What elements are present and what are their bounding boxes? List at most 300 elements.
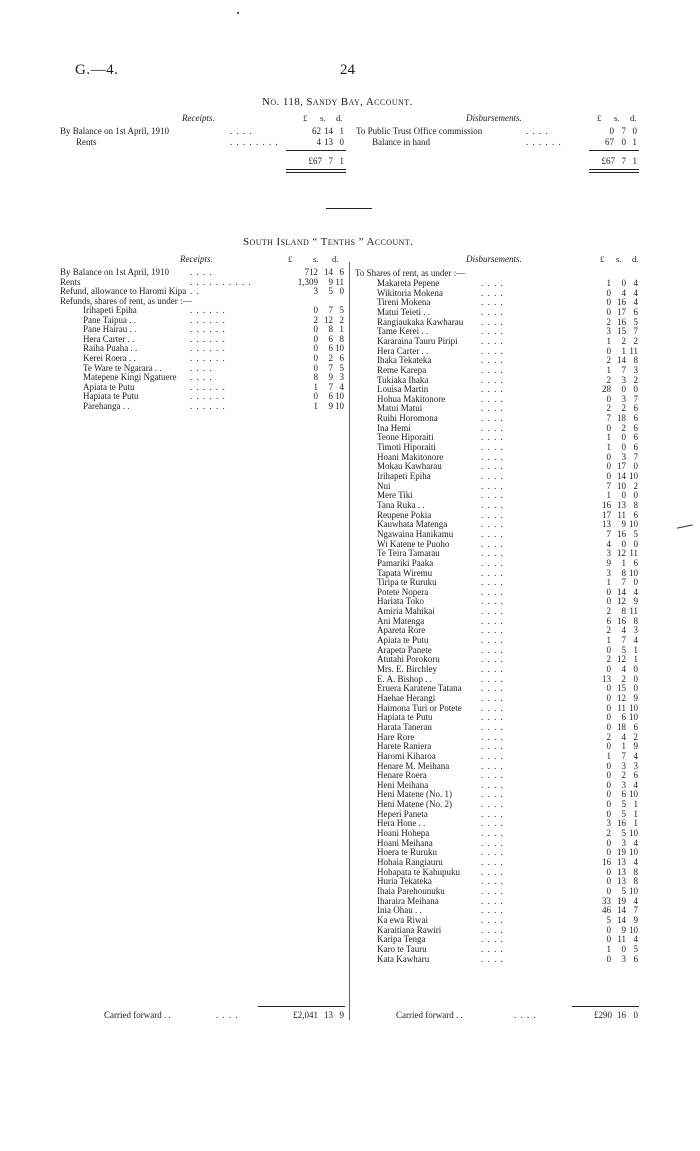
south-island-receipt-row-dots: . . . . . . . . . . bbox=[190, 276, 252, 287]
south-island-receipt-row-pence: 5 bbox=[339, 362, 344, 373]
south-island-disbursement-row-dots: . . . . bbox=[481, 702, 504, 713]
south-island-disbursement-row-pence: 3 bbox=[633, 364, 638, 375]
south-island-disbursement-row-shillings: 6 bbox=[621, 789, 626, 800]
sandy-bay-receipt-row-pence: 1 bbox=[339, 126, 344, 136]
south-island-disbursement-row-dots: . . . . bbox=[481, 741, 504, 752]
south-island-disbursement-row-dots: . . . . bbox=[481, 413, 504, 424]
south-island-receipt-row-dots: . . . . . . bbox=[190, 324, 226, 335]
south-island-disbursement-row-shillings: 0 bbox=[621, 278, 626, 288]
sandy-bay-disbursement-row-pence: 0 bbox=[632, 126, 637, 136]
south-island-receipt-row-shillings: 7 bbox=[328, 362, 333, 373]
south-island-receipt-row-shillings: 5 bbox=[328, 286, 333, 297]
south-island-disbursement-row-shillings: 11 bbox=[617, 702, 626, 713]
sandy-bay-receipt-row-dots: . . . . . . . . bbox=[230, 137, 279, 147]
sandy-bay-disb-double-rule-a bbox=[589, 169, 639, 170]
disb-carried-pounds: £290 bbox=[594, 1010, 612, 1020]
south-island-receipt-row-pence: 6 bbox=[339, 267, 344, 277]
south-island-disbursement-row-dots: . . . . bbox=[481, 731, 504, 742]
south-island-receipt-row-pounds: 0 bbox=[313, 333, 318, 344]
south-island-receipt-row-dots: . . . . . . bbox=[190, 343, 226, 354]
south-island-disbursement-row-shillings: 12 bbox=[617, 692, 626, 703]
sandy-bay-disb-total-pounds: £67 bbox=[601, 156, 615, 166]
south-island-disbursement-row-dots: . . . . bbox=[481, 528, 504, 539]
south-island-disbursement-row-label: Ihaia Parehounuku bbox=[377, 885, 445, 896]
south-island-disbursement-row-pence: 6 bbox=[633, 953, 638, 964]
sandy-bay-receipt-row-pounds: 62 bbox=[312, 126, 321, 136]
south-island-disbursement-row-dots: . . . . bbox=[481, 635, 504, 646]
south-island-disbursement-row-dots: . . . . bbox=[481, 837, 504, 848]
south-island-disbursement-row-label: Hoera te Ruruku bbox=[377, 847, 437, 858]
south-island-disbursement-row-pounds: 0 bbox=[606, 702, 611, 713]
south-island-disbursement-row-label: Irihapeti Epiha bbox=[377, 471, 431, 481]
south-island-disbursement-row-shillings: 17 bbox=[617, 461, 626, 472]
south-island-disbursement-row-label: Hapiata te Putu bbox=[377, 712, 433, 723]
south-island-disbursement-row-pence: 3 bbox=[633, 625, 638, 636]
south-island-disbursement-row-pence: 4 bbox=[633, 750, 638, 761]
south-island-receipt-row-label: Rents bbox=[60, 276, 81, 287]
south-island-disbursement-row-pence: 6 bbox=[633, 557, 638, 568]
south-island-disbursement-row-dots: . . . . bbox=[481, 692, 504, 703]
south-island-receipt-row-label: Raiha Puaha . . bbox=[83, 343, 138, 354]
south-island-disbursement-row-pence: 4 bbox=[633, 635, 638, 646]
south-island-disbursement-row-label: Wi Katene te Puoho bbox=[377, 538, 450, 549]
south-island-disbursement-row-pence: 6 bbox=[633, 306, 638, 317]
south-island-receipt-row-label: Kerei Roera . . bbox=[83, 352, 136, 363]
south-island-disbursement-row-pounds: 0 bbox=[606, 885, 611, 896]
south-island-disbursement-row-label: Ruihi Horomona bbox=[377, 413, 438, 424]
south-island-disbursement-row-label: Teone Hiporaiti bbox=[377, 432, 434, 443]
south-island-disbursement-row-pounds: 1 bbox=[606, 442, 611, 453]
sandy-bay-receipt-row bbox=[60, 137, 346, 148]
south-island-disbursement-row-shillings: 7 bbox=[621, 750, 626, 761]
south-island-disbursement-row-pounds: 33 bbox=[602, 895, 611, 906]
sandy-bay-disb-total-shillings: 7 bbox=[621, 156, 626, 166]
south-island-disbursement-row-pounds: 9 bbox=[606, 557, 611, 568]
south-island-receipt-row-shillings: 6 bbox=[328, 391, 333, 402]
sandy-bay-disb-double-rule-b bbox=[589, 172, 639, 173]
south-island-disbursement-row-label: Iharaira Meihana bbox=[377, 895, 439, 906]
south-island-disbursement-row-pounds: 3 bbox=[606, 818, 611, 829]
south-island-receipt-row-label: Te Ware te Ngarara . . bbox=[83, 362, 162, 373]
south-island-disbursement-row-shillings: 0 bbox=[621, 442, 626, 453]
south-island-disbursement-row-dots: . . . . bbox=[481, 557, 504, 568]
south-island-disbursement-row-dots: . . . . bbox=[481, 750, 504, 761]
sandy-bay-receipts-total-shillings: 7 bbox=[328, 156, 333, 166]
sandy-bay-receipt-row-shillings: 14 bbox=[324, 126, 333, 136]
south-island-disbursement-row-pounds: 1 bbox=[606, 278, 611, 288]
south-island-disb-pence-head: d. bbox=[632, 254, 639, 264]
south-island-disbursement-row-dots: . . . . bbox=[481, 471, 504, 481]
south-island-receipt-row-pounds: 1,309 bbox=[297, 276, 318, 287]
south-island-receipt-row-shillings: 14 bbox=[324, 267, 333, 277]
disb-carried-rule bbox=[572, 1006, 639, 1007]
south-island-disbursement-row-dots: . . . . bbox=[481, 499, 504, 510]
south-island-disbursement-row-dots: . . . . bbox=[481, 596, 504, 607]
south-island-disbursement-row-pence: 10 bbox=[629, 519, 638, 530]
south-island-disbursement-row-dots: . . . . bbox=[481, 306, 504, 317]
south-island-disbursement-row-label: Reme Karepa bbox=[377, 364, 427, 375]
south-island-receipt-row-pence: 5 bbox=[339, 305, 344, 316]
south-island-disbursement-row-pounds: 0 bbox=[606, 596, 611, 607]
south-island-receipt-row-label: Parehanga . . bbox=[83, 400, 130, 411]
south-island-disb-shillings-head: s. bbox=[616, 254, 622, 264]
south-island-disbursement-row-pence: 4 bbox=[633, 837, 638, 848]
south-island-disbursement-row-shillings: 16 bbox=[617, 316, 626, 327]
south-island-receipt-row-shillings: 9 bbox=[328, 400, 333, 411]
south-island-disbursement-row-dots: . . . . bbox=[481, 432, 504, 443]
sandy-bay-receipt-row bbox=[60, 126, 346, 137]
south-island-title: South Island “ Tenths ” Account. bbox=[243, 236, 414, 248]
south-island-disbursement-row-dots: . . . . bbox=[481, 384, 504, 395]
south-island-disbursement-row-pounds: 2 bbox=[606, 606, 611, 617]
south-island-disbursement-row-shillings: 4 bbox=[621, 287, 626, 298]
south-island-receipt-row-pounds: 1 bbox=[313, 381, 318, 392]
south-island-disbursement-row-dots: . . . . bbox=[481, 808, 504, 819]
south-island-disbursement-row-pence: 9 bbox=[633, 596, 638, 607]
south-island-disbursement-row-shillings: 6 bbox=[621, 712, 626, 723]
south-island-disbursement-row-dots: . . . . bbox=[481, 509, 504, 520]
south-island-receipt-row-pence: 4 bbox=[339, 381, 344, 392]
south-island-disbursement-row-pounds: 3 bbox=[606, 567, 611, 578]
sandy-bay-receipt-row-pounds: 4 bbox=[316, 137, 321, 147]
south-island-disbursement-row-pence: 6 bbox=[633, 721, 638, 732]
south-island-disbursement-row-pence: 0 bbox=[633, 384, 638, 395]
receipts-carried-forward bbox=[104, 1010, 345, 1021]
south-island-disbursement-row-label: Tana Ruka . . bbox=[377, 499, 425, 510]
south-island-disbursement-row-pence: 10 bbox=[629, 567, 638, 578]
south-island-disbursement-row-label: Ina Hemi bbox=[377, 422, 411, 433]
south-island-disbursement-row-pounds: 0 bbox=[606, 297, 611, 308]
sandy-bay-receipt-row-dots: . . . . bbox=[230, 126, 253, 136]
south-island-disbursement-row-label: Hare Rore bbox=[377, 731, 415, 742]
sandy-bay-disbursement-row-dots: . . . . bbox=[526, 126, 549, 136]
south-island-disbursement-row-label: Amiria Mahikai bbox=[377, 606, 435, 617]
south-island-disbursement-row-pounds: 16 bbox=[602, 857, 611, 867]
south-island-receipt-row-pence: 10 bbox=[335, 391, 344, 402]
disb-carried-shillings: 16 bbox=[617, 1010, 626, 1020]
south-island-receipt-row-shillings: 12 bbox=[324, 314, 333, 325]
south-island-disbursement-row-label: Tapata Wiremu bbox=[377, 567, 433, 578]
south-island-disbursement-row-pence: 7 bbox=[633, 326, 638, 337]
south-island-disbursement-row-pounds: 1 bbox=[606, 635, 611, 646]
south-island-disbursement-row-pounds: 0 bbox=[606, 393, 611, 404]
disb-carried-pence: 0 bbox=[633, 1010, 638, 1020]
sandy-bay-receipt-row-label: By Balance on 1st April, 1910 bbox=[60, 126, 169, 136]
south-island-receipt-row-label: Refund, allowance to Haromi Kipa bbox=[60, 286, 187, 297]
south-island-disbursement-row-dots: . . . . bbox=[481, 374, 504, 385]
south-island-disbursement-row-label: Mrs. E. Birchley bbox=[377, 664, 437, 674]
south-island-disbursement-row-pounds: 7 bbox=[606, 480, 611, 491]
south-island-disbursement-row-pounds: 0 bbox=[606, 451, 611, 462]
south-island-disbursement-row-shillings: 2 bbox=[621, 403, 626, 414]
south-island-receipt-row-label: Apiata te Putu bbox=[83, 381, 135, 392]
south-island-disbursement-row-pounds: 1 bbox=[606, 750, 611, 761]
south-island-disbursement-row-shillings: 4 bbox=[621, 664, 626, 674]
south-island-receipt-row-pence: 0 bbox=[339, 286, 344, 297]
south-island-disbursement-row-pounds: 0 bbox=[606, 422, 611, 433]
south-island-disbursement-row-shillings: 15 bbox=[617, 683, 626, 694]
south-island-disbursement-row-pence: 6 bbox=[633, 403, 638, 414]
south-island-disbursement-row-label: Hohaia Rangiauru bbox=[377, 857, 443, 867]
south-island-disbursement-row-pence: 10 bbox=[629, 471, 638, 481]
south-island-disbursement-row-dots: . . . . bbox=[481, 615, 504, 626]
south-island-disbursement-row-pounds: 0 bbox=[606, 586, 611, 597]
south-island-disbursement-row-pence: 4 bbox=[633, 278, 638, 288]
south-island-receipt-row-pence: 3 bbox=[339, 372, 344, 383]
south-island-disbursement-row-dots: . . . . bbox=[481, 818, 504, 829]
south-island-receipts-pence-head: d. bbox=[332, 254, 339, 264]
south-island-disbursement-row-dots: . . . . bbox=[481, 577, 504, 588]
south-island-disbursement-row-shillings: 0 bbox=[621, 432, 626, 443]
south-island-disbursement-row-shillings: 2 bbox=[621, 422, 626, 433]
south-island-disbursement-row-label: Atutahi Porokoru bbox=[377, 654, 440, 665]
south-island-disbursement-row-label: Hohapata te Kahupuku bbox=[377, 866, 460, 877]
south-island-disbursement-row-dots: . . . . bbox=[481, 857, 504, 867]
south-island-receipt-row-pence: 11 bbox=[335, 276, 344, 287]
south-island-disbursement-row-shillings: 9 bbox=[621, 924, 626, 935]
south-island-disbursement-row-label: Ani Matenga bbox=[377, 615, 425, 626]
south-island-disbursement-row-shillings: 14 bbox=[617, 905, 626, 916]
south-island-disbursement-row-shillings: 13 bbox=[617, 876, 626, 887]
page-number: 24 bbox=[340, 62, 355, 78]
south-island-disbursement-row-pence: 11 bbox=[629, 345, 638, 356]
south-island-disbursements-heading: Disbursements. bbox=[466, 254, 522, 264]
south-island-disbursement-row-label: Harete Raniera bbox=[377, 741, 432, 752]
south-island-disbursement-row-dots: . . . . bbox=[481, 664, 504, 674]
south-island-receipt-row-pounds: 0 bbox=[313, 305, 318, 316]
south-island-disbursement-row-pounds: 0 bbox=[606, 924, 611, 935]
south-island-disbursement-row-dots: . . . . bbox=[481, 335, 504, 346]
south-island-receipt-row-pence: 2 bbox=[339, 314, 344, 325]
south-island-disbursement-row-dots: . . . . bbox=[481, 779, 504, 790]
south-island-receipt-row-pence: 10 bbox=[335, 343, 344, 354]
south-island-receipt-row-pence: 10 bbox=[335, 400, 344, 411]
south-island-disbursement-row-shillings: 15 bbox=[617, 326, 626, 337]
south-island-disbursement-row-pence: 10 bbox=[629, 885, 638, 896]
south-island-disbursement-row-pence: 6 bbox=[633, 413, 638, 424]
south-island-disbursement-row-shillings: 8 bbox=[621, 606, 626, 617]
south-island-disbursement-row-label: Eruera Karatene Tatana bbox=[377, 683, 462, 694]
south-island-disbursement-row-pounds: 0 bbox=[606, 837, 611, 848]
south-island-receipt-row-pounds: 8 bbox=[313, 372, 318, 383]
south-island-disbursement-row-shillings: 5 bbox=[621, 808, 626, 819]
south-island-disbursement-row-pence: 1 bbox=[633, 808, 638, 819]
south-island-disbursement-row-label: Timoti Hiporaiti bbox=[377, 442, 436, 453]
south-island-disbursement-row-pence: 9 bbox=[633, 741, 638, 752]
south-island-disbursement-row-dots: . . . . bbox=[481, 393, 504, 404]
receipts-carried-shillings: 13 bbox=[324, 1010, 333, 1020]
south-island-disbursement-row-pounds: 0 bbox=[606, 770, 611, 781]
south-island-disbursement-row-label: Karo te Tauru bbox=[377, 943, 427, 954]
south-island-disbursement-row-pence: 3 bbox=[633, 760, 638, 771]
south-island-disbursement-row-dots: . . . . bbox=[481, 721, 504, 732]
south-island-disbursement-row-label: Hoani Makitonore bbox=[377, 451, 444, 462]
south-island-disbursement-row-pence: 4 bbox=[633, 586, 638, 597]
column-divider bbox=[349, 262, 350, 1020]
south-island-disbursement-row-shillings: 11 bbox=[617, 509, 626, 520]
south-island-disbursement-row-label: Hariata Toko bbox=[377, 596, 424, 607]
south-island-disbursement-row-dots: . . . . bbox=[481, 278, 504, 288]
south-island-receipt-row-shillings: 9 bbox=[328, 372, 333, 383]
south-island-disbursement-row-dots: . . . . bbox=[481, 490, 504, 501]
south-island-disbursement-row-dots: . . . . bbox=[481, 905, 504, 916]
south-island-disbursement-row-shillings: 3 bbox=[621, 953, 626, 964]
south-island-disbursement-row-label: Haromi Kiharoa bbox=[377, 750, 436, 761]
south-island-disbursement-row-pence: 5 bbox=[633, 528, 638, 539]
south-island-disbursement-row-dots: . . . . bbox=[481, 644, 504, 655]
south-island-receipt-row-dots: . . . . bbox=[190, 267, 213, 277]
south-island-disbursement-row-pence: 9 bbox=[633, 914, 638, 925]
south-island-disbursement-row-label: Henare Roera bbox=[377, 770, 427, 781]
south-island-disbursement-row-shillings: 18 bbox=[617, 721, 626, 732]
sandy-bay-title: No. 118, Sandy Bay, Account. bbox=[262, 96, 413, 108]
south-island-disbursement-row-label: Pamariki Paaka bbox=[377, 557, 434, 568]
south-island-disbursement-row-pence: 4 bbox=[633, 297, 638, 308]
south-island-disbursement-row-label: Heperi Paneta bbox=[377, 808, 428, 819]
south-island-disbursement-row-label: E. A. Bishop . . bbox=[377, 673, 433, 684]
south-island-disbursement-row-dots: . . . . bbox=[481, 789, 504, 800]
sandy-bay-disbursement-row-pounds: 67 bbox=[605, 137, 614, 147]
south-island-receipt-row-shillings: 9 bbox=[328, 276, 333, 287]
south-island-disbursement-row-pounds: 0 bbox=[606, 721, 611, 732]
south-island-disbursement-row-pence: 1 bbox=[633, 818, 638, 829]
south-island-receipt-row bbox=[60, 401, 345, 412]
south-island-disbursement-row-shillings: 13 bbox=[617, 857, 626, 867]
south-island-receipt-row-dots: . . . . . . bbox=[190, 314, 226, 325]
south-island-disbursement-row-shillings: 1 bbox=[621, 741, 626, 752]
south-island-disbursement-row-pence: 6 bbox=[633, 432, 638, 443]
south-island-disbursement-row-label: Reupene Pokia bbox=[377, 509, 432, 520]
south-island-disbursement-row-pounds: 1 bbox=[606, 432, 611, 443]
south-island-disbursement-row-pounds: 0 bbox=[606, 934, 611, 945]
south-island-disbursement-row-label: Nui bbox=[377, 480, 391, 491]
south-island-disbursement-row-pence: 10 bbox=[629, 712, 638, 723]
sandy-bay-disbursement-row-shillings: 0 bbox=[621, 137, 626, 147]
south-island-disbursement-row-pence: 8 bbox=[633, 615, 638, 626]
south-island-disbursement-row-label: Rangiaukaka Kawharau bbox=[377, 316, 464, 327]
south-island-disbursement-row-label: Matui Matui bbox=[377, 403, 423, 414]
south-island-disbursement-row-pounds: 7 bbox=[606, 413, 611, 424]
south-island-receipt-row-pounds: 2 bbox=[313, 314, 318, 325]
south-island-disbursement-row-dots: . . . . bbox=[481, 403, 504, 414]
south-island-disbursement-row-pounds: 0 bbox=[606, 306, 611, 317]
south-island-disbursement-row-dots: . . . . bbox=[481, 548, 504, 559]
south-island-receipt-row-label: Matepene Kingi Ngatuere bbox=[83, 372, 177, 383]
south-island-disbursement-row-shillings: 7 bbox=[621, 364, 626, 375]
sandy-bay-disb-shillings-head: s. bbox=[614, 113, 620, 123]
south-island-disbursement-row-pounds: 2 bbox=[606, 374, 611, 385]
south-island-disbursement-row-shillings: 14 bbox=[617, 586, 626, 597]
south-island-receipt-row-shillings: 6 bbox=[328, 333, 333, 344]
south-island-disbursement-row-pence: 2 bbox=[633, 335, 638, 346]
south-island-disbursement-row-pence: 0 bbox=[633, 538, 638, 549]
south-island-disbursement-row-dots: . . . . bbox=[481, 828, 504, 839]
south-island-disbursement-row-shillings: 16 bbox=[617, 615, 626, 626]
sandy-bay-receipts-pence-head: d. bbox=[336, 113, 343, 123]
south-island-disbursement-row-dots: . . . . bbox=[481, 355, 504, 366]
receipts-carried-label: Carried forward . . bbox=[104, 1010, 171, 1020]
south-island-disbursement-row-pounds: 5 bbox=[606, 914, 611, 925]
south-island-disbursement-row-shillings: 1 bbox=[621, 557, 626, 568]
south-island-disbursement-row-pounds: 7 bbox=[606, 528, 611, 539]
south-island-disbursement-row-dots: . . . . bbox=[481, 760, 504, 771]
south-island-disbursement-row-label: Apareta Rore bbox=[377, 625, 426, 636]
south-island-receipt-row-label: Pane Hairau . . bbox=[83, 324, 137, 335]
south-island-disbursement-row-label: Harata Tanerau bbox=[377, 721, 432, 732]
south-island-disbursement-row-label: Hohua Makitonore bbox=[377, 393, 446, 404]
south-island-disbursement-row-label: Louisa Martin bbox=[377, 384, 429, 395]
south-island-disbursement-row-pence: 6 bbox=[633, 422, 638, 433]
south-island-receipt-row-label: Refunds, shares of rent, as under :— bbox=[60, 295, 192, 306]
south-island-disbursement-row-shillings: 9 bbox=[621, 519, 626, 530]
south-island-receipt-row-label: By Balance on 1st April, 1910 bbox=[60, 267, 169, 277]
south-island-disbursement-row-pence: 4 bbox=[633, 287, 638, 298]
south-island-receipt-row-dots: . . . . . . bbox=[190, 381, 226, 392]
south-island-receipt-row-dots: . . . . . . bbox=[190, 333, 226, 344]
south-island-disbursement-row-label: Kararaina Tauru Piripi bbox=[377, 335, 458, 346]
south-island-disbursement-row-pounds: 0 bbox=[606, 779, 611, 790]
south-island-disbursement-row-pounds: 0 bbox=[606, 953, 611, 964]
south-island-disbursement-row-pounds: 0 bbox=[606, 644, 611, 655]
south-island-disbursement-row-dots: . . . . bbox=[481, 712, 504, 723]
sandy-bay-disb-rule bbox=[589, 150, 639, 151]
receipts-carried-rule bbox=[258, 1006, 345, 1007]
south-island-disbursement-row-shillings: 10 bbox=[617, 480, 626, 491]
sandy-bay-disbursement-row-label: To Public Trust Office commission bbox=[356, 126, 483, 136]
disb-carried-label: Carried forward . . bbox=[396, 1010, 463, 1020]
south-island-disbursement-row-label: Henare M. Meihana bbox=[377, 760, 450, 771]
south-island-disbursement-row-shillings: 12 bbox=[617, 654, 626, 665]
south-island-disbursement-row-shillings: 13 bbox=[617, 866, 626, 877]
south-island-disbursement-row-pounds: 2 bbox=[606, 828, 611, 839]
south-island-disbursement-row-pence: 6 bbox=[633, 442, 638, 453]
sandy-bay-receipt-row-pence: 0 bbox=[339, 137, 344, 147]
sandy-bay-disb-pence-head: d. bbox=[630, 113, 637, 123]
south-island-disbursement-row-shillings: 14 bbox=[617, 355, 626, 366]
south-island-disbursement-row-label: Hoani Meihana bbox=[377, 837, 433, 848]
sandy-bay-receipts-total-pence: 1 bbox=[339, 156, 344, 166]
south-island-disbursement-row-dots: . . . . bbox=[481, 538, 504, 549]
south-island-receipt-row-shillings: 7 bbox=[328, 305, 333, 316]
south-island-disbursement-row-dots: . . . . bbox=[481, 480, 504, 491]
south-island-receipts-pounds-head: £ bbox=[288, 254, 293, 264]
south-island-disbursement-row-dots: . . . . bbox=[481, 297, 504, 308]
south-island-disbursement-row-label: Hera Hone . . bbox=[377, 818, 426, 829]
south-island-disbursement-row-label: Potete Nopera bbox=[377, 586, 429, 597]
south-island-receipt-row-dots: . . . . . . bbox=[190, 352, 226, 363]
south-island-disbursement-row-dots: . . . . bbox=[481, 345, 504, 356]
south-island-disbursement-row-pounds: 17 bbox=[602, 509, 611, 520]
sandy-bay-disbursements-heading: Disbursements. bbox=[466, 113, 522, 123]
south-island-disbursement-row-dots: . . . . bbox=[481, 934, 504, 945]
south-island-disbursement-row-shillings: 3 bbox=[621, 451, 626, 462]
south-island-disbursement-row-shillings: 11 bbox=[617, 934, 626, 945]
south-island-disbursement-row-pence: 4 bbox=[633, 857, 638, 867]
sandy-bay-disbursement-row-pounds: 0 bbox=[609, 126, 614, 136]
south-island-disbursement-row-shillings: 12 bbox=[617, 548, 626, 559]
south-island-disbursement-row-pence: 4 bbox=[633, 895, 638, 906]
south-island-disbursement-row-label: Matui Teieti . . bbox=[377, 306, 430, 317]
disbursements-carried-forward bbox=[396, 1010, 639, 1021]
south-island-disbursement-row-label: Huria Tekateka bbox=[377, 876, 432, 887]
south-island-disbursement-row-pounds: 2 bbox=[606, 355, 611, 366]
south-island-disbursement-row-dots: . . . . bbox=[481, 770, 504, 781]
south-island-disbursement-row-dots: . . . . bbox=[481, 866, 504, 877]
south-island-disbursement-row-pounds: 2 bbox=[606, 316, 611, 327]
south-island-disbursement-row-label: Mokau Kawharau bbox=[377, 461, 442, 472]
south-island-disbursement-row-dots: . . . . bbox=[481, 847, 504, 858]
south-island-disbursement-row-pence: 7 bbox=[633, 393, 638, 404]
